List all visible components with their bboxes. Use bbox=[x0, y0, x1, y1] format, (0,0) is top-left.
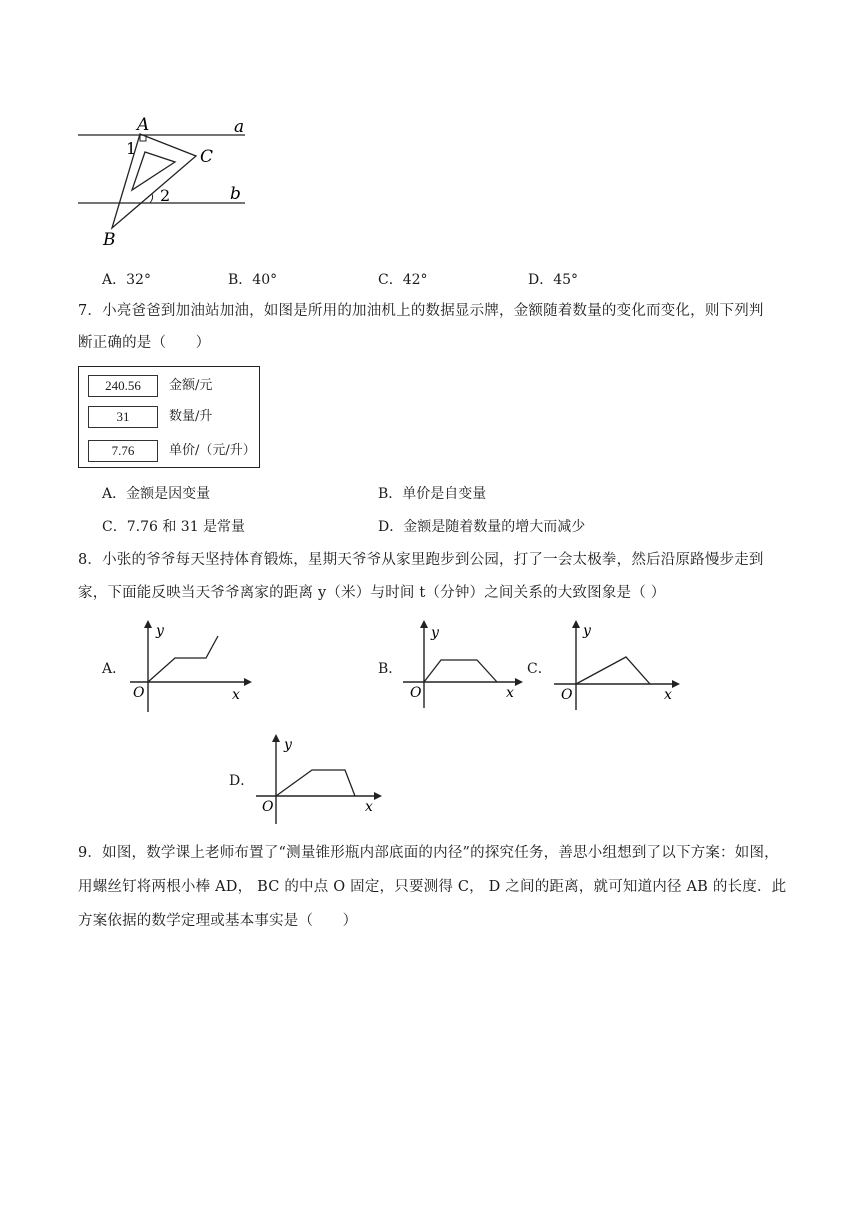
q8-stem-line-1: 8．小张的爷爷每天坚持体育锻炼，星期天爷爷从家里跑步到公园，打了一会太极拳，然后沿原路慢步走到 bbox=[78, 552, 764, 568]
q7-stem-line-1: 7．小亮爸爸到加油站加油，如图是所用的加油机上的数据显示牌，金额随着数量的变化而变化，则下列判 bbox=[78, 303, 764, 319]
graph-b-y-label: y bbox=[431, 625, 439, 641]
q7-option-c bbox=[102, 518, 245, 536]
graph-b-origin: O bbox=[410, 685, 422, 701]
label-C: C bbox=[200, 147, 214, 167]
graph-b bbox=[397, 616, 527, 716]
graph-b-x-label: x bbox=[506, 685, 514, 701]
label-1: 1 bbox=[126, 139, 137, 158]
q7-option-c-label: C． bbox=[102, 519, 127, 535]
amount-label: 金额/元 bbox=[169, 378, 213, 393]
q7-option-b-text: 单价是自变量 bbox=[402, 486, 487, 502]
graph-c-option-label: C． bbox=[527, 661, 552, 677]
q9-stem-line-2: 用螺丝钉将两根小棒 AD， BC 的中点 O 固定，只要测得 C， D 之间的距离，就可知道内径 AB 的长度．此 bbox=[78, 879, 787, 895]
q7-option-d-text: 金额是随着数量的增大而减少 bbox=[403, 519, 586, 535]
graph-c-x-label: x bbox=[664, 687, 672, 703]
label-b: b bbox=[230, 184, 241, 204]
q6-option-b-text: 40° bbox=[252, 272, 278, 288]
q6-option-d-text: 45° bbox=[553, 272, 579, 288]
label-A: A bbox=[137, 115, 150, 135]
graph-a-option-label: A． bbox=[102, 661, 127, 677]
q7-option-d-label: D． bbox=[378, 519, 404, 535]
graph-a-curve bbox=[148, 636, 218, 682]
q7-option-b-label: B． bbox=[378, 486, 403, 502]
graph-d-option-label: D． bbox=[229, 773, 255, 789]
triangle-inner bbox=[132, 152, 175, 190]
label-2: 2 bbox=[160, 186, 171, 205]
q6-option-c bbox=[378, 271, 428, 289]
q9-stem-line-3: 方案依据的数学定理或基本事实是（ ） bbox=[78, 913, 358, 929]
triangle-outer bbox=[112, 134, 196, 228]
graph-c-curve bbox=[576, 657, 650, 684]
graph-d-origin: O bbox=[262, 799, 274, 815]
q6-option-a-text: 32° bbox=[126, 272, 151, 288]
q6-option-b-label: B． bbox=[228, 272, 253, 288]
graph-a-y-label: y bbox=[156, 623, 164, 639]
q6-option-b bbox=[228, 271, 277, 289]
q7-option-b bbox=[378, 485, 486, 503]
quantity-label: 数量/升 bbox=[169, 409, 213, 424]
graph-c-y-label: y bbox=[583, 623, 591, 639]
fuel-pump-display bbox=[78, 366, 260, 468]
price-label: 单价/（元/升） bbox=[169, 443, 256, 458]
amount-value: 240.56 bbox=[88, 375, 158, 397]
label-B: B bbox=[103, 230, 116, 250]
quantity-value: 31 bbox=[88, 406, 158, 428]
graph-d-curve bbox=[276, 770, 355, 796]
graph-a-x-label: x bbox=[232, 687, 240, 703]
q7-option-a-text: 金额是因变量 bbox=[126, 486, 211, 502]
graph-d-y-label: y bbox=[284, 737, 292, 753]
q7-option-a-label: A． bbox=[102, 486, 127, 502]
q6-option-c-label: C． bbox=[378, 272, 403, 288]
graph-c bbox=[550, 616, 685, 716]
q6-option-c-text: 42° bbox=[402, 272, 428, 288]
q7-option-d bbox=[378, 518, 585, 536]
graph-b-option-label: B． bbox=[378, 661, 403, 677]
graph-a-origin: O bbox=[133, 685, 145, 701]
graph-d bbox=[252, 730, 392, 830]
q7-stem-line-2: 断正确的是（ ） bbox=[78, 335, 211, 351]
q7-option-c-text: 7.76 和 31 是常量 bbox=[126, 519, 246, 535]
price-value: 7.76 bbox=[88, 440, 158, 462]
graph-c-origin: O bbox=[561, 687, 573, 703]
q6-option-a bbox=[102, 271, 151, 289]
graph-d-x-label: x bbox=[365, 799, 373, 815]
q9-stem-line-1: 9．如图，数学课上老师布置了“测量锥形瓶内部底面的内径”的探究任务，善思小组想到了以下方案：如图， bbox=[78, 845, 779, 861]
graph-a bbox=[120, 616, 260, 716]
label-a: a bbox=[234, 117, 245, 137]
q7-option-a bbox=[102, 485, 210, 503]
q6-option-d-label: D． bbox=[528, 272, 554, 288]
q6-option-d bbox=[528, 271, 578, 289]
parallel-lines-triangle-figure bbox=[70, 110, 260, 250]
q6-option-a-label: A． bbox=[102, 272, 127, 288]
q8-stem-line-2: 家，下面能反映当天爷爷离家的距离 y（米）与时间 t（分钟）之间关系的大致图象是（ ） bbox=[78, 585, 666, 601]
graph-b-curve bbox=[424, 660, 497, 682]
